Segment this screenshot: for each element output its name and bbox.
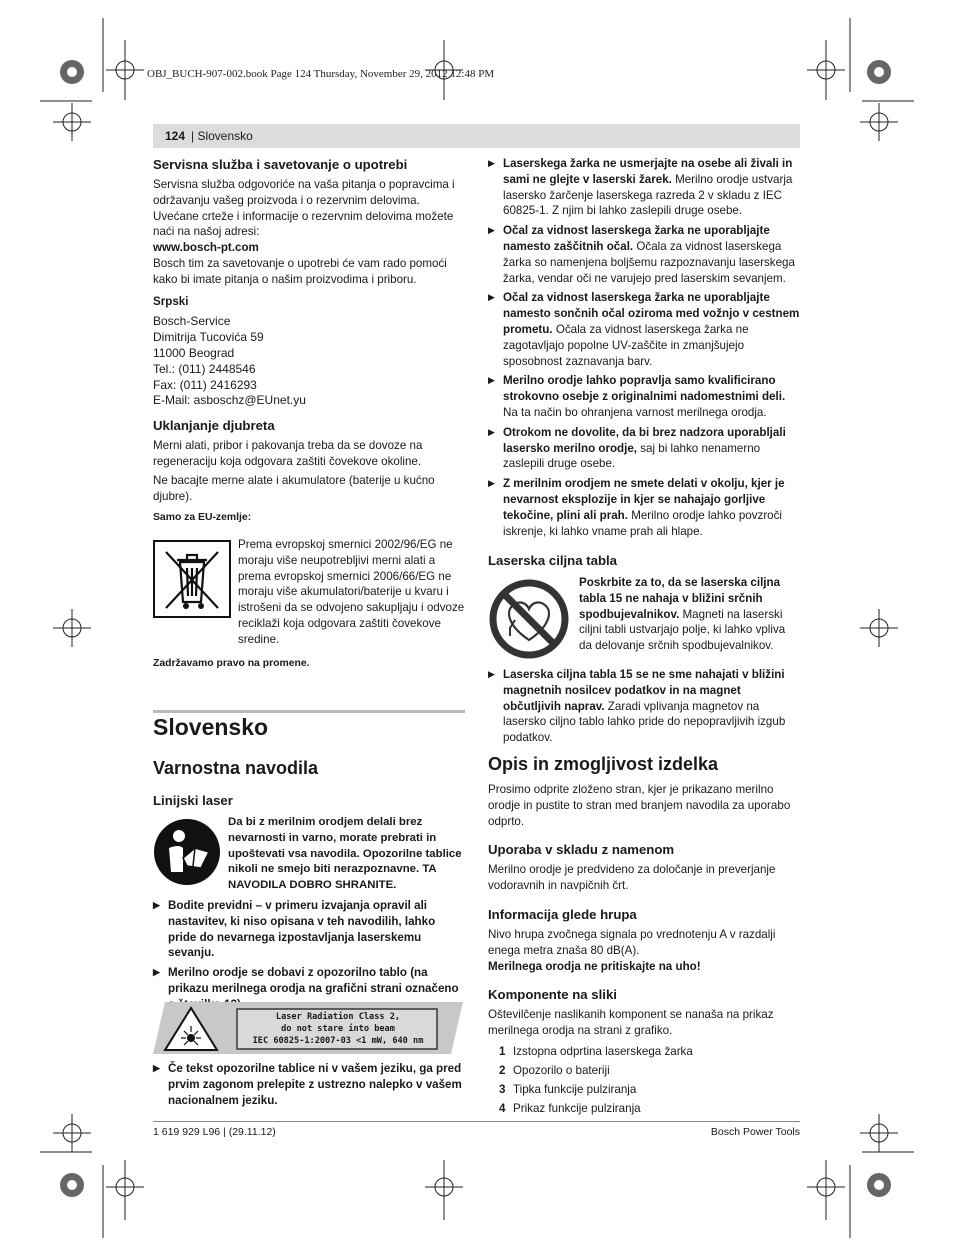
paragraph: Servisna služba odgovoriće na vaša pitanja o popravcima i održavanju vašeg proizvoda i o rezervnim delovima. Uvećane crteže i informacije o rezervnim delovima možete naći na našoj adresi: — [153, 178, 455, 239]
section-heading: Informacija glede hrupa — [488, 906, 637, 922]
triangle-bullet-icon: ▶ — [488, 225, 495, 236]
print-slug: OBJ_BUCH-907-002.book Page 124 Thursday, November 29, 2012 12:48 PM — [147, 68, 495, 80]
tabla-bold: Poskrbite za to, da se laserska ciljna tabla 15 ne nahaja v bližini srčnih spodbujevalnikov. — [579, 576, 781, 621]
label-line: Laser Radiation Class 2, — [275, 1012, 401, 1022]
bullet-text: Zaradi vplivanja magnetov na lasersko ciljno tablo lahko pride do nepopravljivih izgub podatkov. — [503, 699, 786, 745]
footer-code: 1 619 929 L96 | (29.11.12) — [153, 1126, 276, 1138]
list-item — [499, 1080, 800, 1099]
bullet-text: Bodite previdni – v primeru izvajanja opravil ali nastavitev, ki niso opisana v teh navodilih, lahko pride do nevarnega izpostavljanja laserskemu sevanju. — [168, 899, 436, 960]
bullet-text: Merilno orodje se dobavi z opozorilno tablo (na prikazu merilnega orodja na grafični strani označeno — [168, 966, 459, 995]
bullet-bold: Očal za vidnost laserskega žarka ne uporabljajte namesto sončnih očal oziroma med vožnjo v cestnem prometu. — [503, 291, 800, 336]
paragraph: Prosimo odprite zloženo stran, kjer je prikazano merilno orodje in pustite to stran med branjem navodila za uporabo odprto. — [488, 783, 791, 828]
crosshair-icon — [53, 103, 91, 141]
section-heading: Linijski laser — [153, 793, 233, 808]
pacemaker-prohibited-icon — [488, 578, 570, 660]
address-line: 11000 Beograd — [153, 345, 235, 360]
item-number: 1 — [499, 1044, 506, 1058]
crosshair-icon — [53, 1114, 91, 1152]
section-heading: Servisna služba i savetovanje o upotrebi — [153, 157, 408, 172]
bullet-text: Očala za vidnost laserskega žarka so namenjena boljšemu razpoznavanju laserskega žarka, vendar oči ne varujejo pred laserskim sevanjem. — [503, 239, 795, 285]
page-header-bar — [153, 124, 800, 148]
crossed-bin-icon — [153, 540, 231, 618]
country-label: Srpski — [153, 294, 189, 308]
footer-brand: Bosch Power Tools — [710, 1126, 800, 1138]
crosshair-icon — [106, 40, 144, 100]
list-item — [499, 1099, 800, 1118]
bullet-item — [488, 290, 800, 369]
bullet-bold: Laserskega žarka ne usmerjajte na osebe ali živali in sami ne glejte v laserski žarek. — [503, 157, 793, 186]
bullet-text: Če tekst opozorilne tablice ni v vašem jeziku, ga pred prvim zagonom prelepite z ustrezno nalepko v vašem nacionalnem jeziku. — [168, 1062, 462, 1107]
triangle-bullet-icon: ▶ — [488, 669, 495, 679]
bullet-text: Na ta način bo ohranjena varnost merilnega orodja. — [503, 405, 767, 419]
item-number: 4 — [499, 1101, 506, 1115]
left-bullets-2 — [153, 1061, 465, 1108]
bullet-item — [153, 1061, 465, 1108]
subchapter-title: Varnostna navodila — [153, 758, 319, 778]
section-name: | Slovensko — [191, 129, 253, 143]
triangle-bullet-icon: ▶ — [153, 967, 160, 978]
bullet-item — [488, 156, 800, 219]
paragraph: Nivo hrupa zvočnega signala po vrednotenju A v razdalji enega metra znaša 80 dB(A). — [488, 927, 776, 957]
paragraph: Ne bacajte merne alate i akumulatore (baterije u kućno djubre). — [153, 473, 435, 503]
crosshair-icon — [860, 103, 898, 141]
triangle-bullet-icon: ▶ — [488, 426, 495, 437]
triangle-bullet-icon: ▶ — [153, 1063, 160, 1073]
paragraph: Bosch tim za savetovanje o upotrebi će vam rado pomoći kako bi imate pitanja o našim proizvodima i priboru. — [153, 256, 447, 286]
bullet-bold: Očal za vidnost laserskega žarka ne uporabljajte namesto zaščitnih očal. — [503, 224, 770, 253]
label-line: do not stare into beam — [281, 1024, 395, 1034]
read-manual-icon — [153, 818, 221, 886]
item-label: Prikaz funkcije pulziranja — [513, 1101, 641, 1115]
paragraph: Oštevilčenje naslikanih komponent se nanaša na prikaz merilnega orodja na strani z grafiko. — [488, 1008, 774, 1038]
tabla-text: Magneti na laserski ciljni tabli ustvarjajo polje, ki lahko vpliva da delovanje srčnih spodbujevalnikov. — [579, 607, 786, 653]
crosshair-icon — [425, 1160, 463, 1220]
right-lower — [488, 782, 800, 1118]
paragraph: Merilno orodje je predvideno za določanje in preverjanje vodoravnih in navpičnih črt. — [488, 863, 776, 893]
left-column — [153, 156, 465, 526]
section-heading: Laserska ciljna tabla — [488, 553, 618, 568]
website-link[interactable]: www.bosch-pt.com — [153, 241, 259, 255]
triangle-bullet-icon: ▶ — [488, 292, 495, 303]
bullet-bold: Laserska ciljna tabla 15 se ne sme nahajati v bližini magnetnih nosilcev podatkov in na magnet občutljivih naprav. — [503, 668, 785, 713]
components-list — [488, 1042, 800, 1118]
triangle-bullet-icon: ▶ — [153, 900, 160, 910]
eu-paragraph: Prema evropskoj smernici 2002/96/EG ne moraju više neupotrebljivi merni alati a prema evropskoj smernici 2006/66/EG ne moraju više akumulatori/baterije u kvaru i istrošeni da se odvojeno sakupljaju i odvoze reciklaži koja odgovara zaštiti čovekove sredine. — [238, 538, 465, 646]
address-line: Bosch-Service — [153, 314, 231, 329]
bullet-bold: Merilno orodje lahko popravlja samo kvalificirano strokovno osebje z originalnimi nadomestnimi deli. — [503, 374, 786, 404]
address-line: E-Mail: asboschz@EUnet.yu — [153, 393, 306, 408]
triangle-bullet-icon: ▶ — [488, 478, 495, 489]
triangle-bullet-icon: ▶ — [488, 158, 495, 168]
left-bullets — [153, 898, 465, 1013]
tabla-paragraph — [579, 575, 801, 654]
label-line: IEC 60825-1:2007-03 <1 mW, 640 nm — [252, 1036, 424, 1046]
crosshair-icon — [807, 1160, 845, 1220]
item-label: Tipka funkcije pulziranja — [513, 1082, 637, 1096]
item-number: 3 — [499, 1082, 506, 1096]
warning-text: Da bi z merilnim orodjem delali brez nevarnosti in varno, morate prebrati in upoštevati vsa navodila. Opozorilne tablice nikoli ne smejo biti nerazpoznavne. TA NAVODILA DOBRO SHRANITE. — [228, 816, 462, 892]
crosshair-icon — [807, 40, 845, 100]
bullet-text: Očala za vidnost laserskega žarka ne zagotavljajo popolne UV-zaščite in zmanjšujejo sposobnost zaznavanja barv. — [503, 322, 749, 368]
section-heading: Uporaba v skladu z namenom — [488, 842, 675, 858]
eu-label: Samo za EU-zemlje: — [153, 512, 252, 524]
bullet-item — [488, 223, 800, 286]
crosshair-icon — [860, 609, 898, 647]
page-number: 124 — [165, 129, 186, 143]
bullet-item — [488, 373, 800, 420]
paragraph: Merni alati, pribor i pakovanja treba da se dovoze na regeneraciju koja odgovara zaštiti čovekove okoline. — [153, 439, 423, 468]
crosshair-icon — [106, 1160, 144, 1220]
crosshair-icon — [53, 609, 91, 647]
section-heading: Komponente na sliki — [488, 987, 617, 1003]
bullet-bold: Z merilnim orodjem ne smete delati v okolju, kjer je nevarnost eksplozije in kjer se nahajajo gorljive tekočine, plini ali prah. — [503, 477, 785, 522]
bullet-item — [488, 667, 800, 746]
list-item — [499, 1042, 800, 1061]
bullet-bold: Otrokom ne dovolite, da bi brez nadzora uporabljali lasersko merilno orodje, — [503, 425, 786, 455]
bullet-item — [488, 476, 800, 539]
list-item — [499, 1061, 800, 1080]
bullet-text: Merilno orodje ustvarja lasersko žarčenje laserskega razreda 2 v skladu z IEC 60825-1. Z njim bi lahko zaslepili druge osebe. — [503, 172, 793, 218]
bullet-text: Merilno orodje lahko povzroči iskrenje, ki lahko vname prah ali hlape. — [503, 508, 782, 538]
crosshair-icon — [860, 1114, 898, 1152]
subchapter-title: Opis in zmogljivost izdelka — [488, 754, 719, 774]
right-bullets-2 — [488, 667, 800, 746]
bullet-item — [488, 425, 800, 472]
address-block — [153, 314, 465, 409]
reserve-note: Zadržavamo pravo na promene. — [153, 658, 310, 669]
item-label: Opozorilo o bateriji — [513, 1063, 610, 1077]
right-bullets — [488, 156, 800, 539]
noise-warning: Merilnega orodja ne pritiskajte na uho! — [488, 959, 701, 973]
address-line: Fax: (011) 2416293 — [153, 377, 257, 392]
bullet-text: saj bi lahko nenamerno zaslepili druge osebe. — [503, 441, 761, 471]
item-label: Izstopna odprtina laserskega žarka — [513, 1044, 693, 1058]
triangle-bullet-icon: ▶ — [488, 375, 495, 386]
footer-rule — [153, 1121, 800, 1122]
section-heading: Uklanjanje djubreta — [153, 418, 275, 434]
address-line: Tel.: (011) 2448546 — [153, 361, 256, 376]
address-line: Dimitrija Tucovića 59 — [153, 330, 264, 345]
chapter-title: Slovensko — [153, 714, 269, 740]
bullet-item — [153, 898, 465, 961]
label-text — [238, 1011, 438, 1047]
item-number: 2 — [499, 1063, 506, 1077]
